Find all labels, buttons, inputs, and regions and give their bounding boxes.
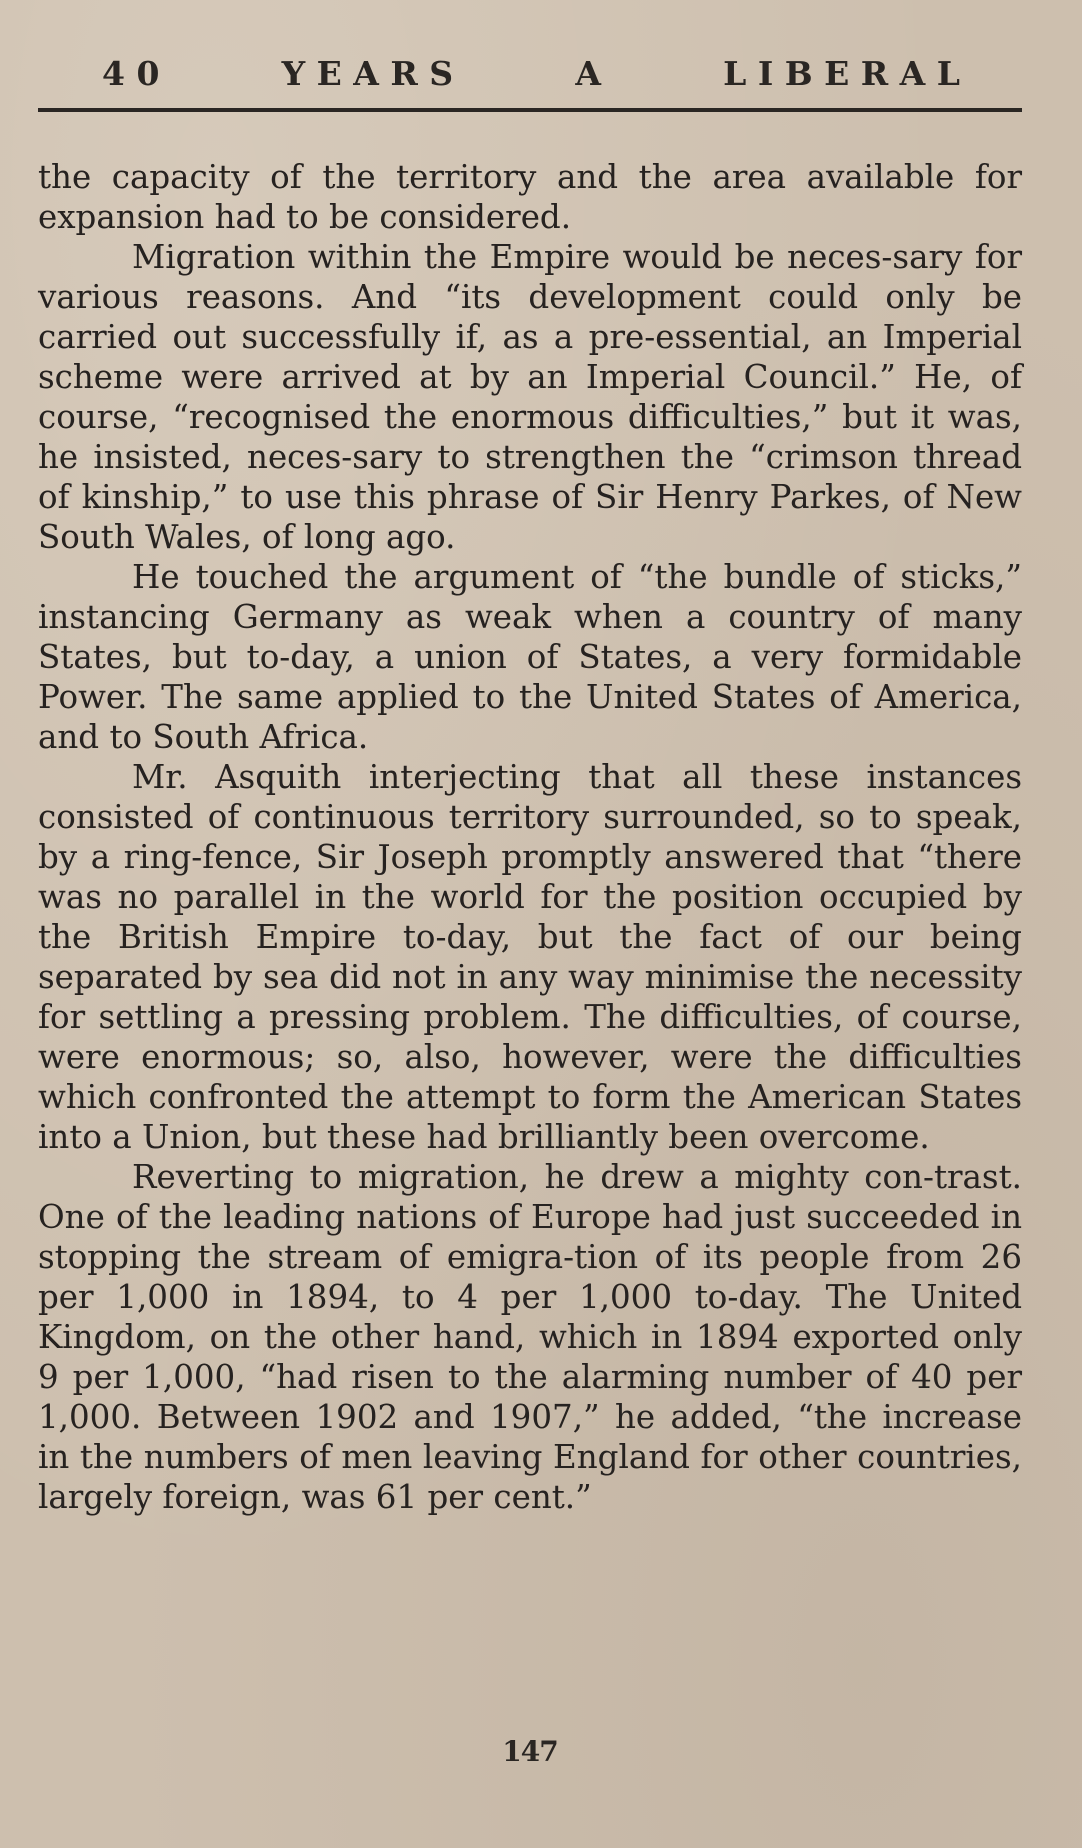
paragraph-continuation: the capacity of the territory and the area available for expansion had to be considered. — [38, 158, 1022, 236]
body-text — [38, 157, 1022, 1517]
paragraph-reverting: Reverting to migration, he drew a mighty con-trast. One of the leading nations of Europe had just succeeded in stopping the stream of emigra-tion of its people from 26 per 1,000 in 1894, to 4 per 1,000 to-day. The United Kingdom, on the other hand, which in 1894 exported only 9 per 1,000, “had risen to the alarming number of 40 per 1,000. Between 1902 and 1907,” he added, “the increase in the numbers of men leaving England for other countries, largely foreign, was 61 per cent.” — [38, 1158, 1022, 1516]
running-head — [38, 54, 1022, 94]
running-head-word-a: A — [575, 54, 601, 93]
paragraph-bundle-of-sticks: He touched the argument of “the bundle of sticks,” instancing Germany as weak when a country of many States, but to-day, a union of States, a very formidable Power. The same applied to the United States of America, and to South Africa. — [38, 558, 1022, 756]
book-page — [38, 0, 1022, 1848]
page-number: 147 — [502, 1735, 558, 1768]
running-head-word-liberal: L I B E R A L — [723, 54, 960, 93]
paragraph-migration: Migration within the Empire would be neces-sary for various reasons. And “its development could only be carried out successfully if, as a pre-essential, an Imperial scheme were arrived at by an Imperial Council.” He, of course, “recognised the enormous difficulties,” but it was, he insisted, neces-sary to strengthen the “crimson thread of kinship,” to use this phrase of Sir Henry Parkes, of New South Wales, of long ago. — [38, 238, 1022, 556]
running-head-word-years: Y E A R S — [281, 54, 454, 93]
header-rule — [38, 108, 1022, 112]
paragraph-asquith: Mr. Asquith interjecting that all these instances consisted of continuous territory surrounded, so to speak, by a ring-fence, Sir Joseph promptly answered that “there was no parallel in the world for the position occupied by the British Empire to-day, but the fact of our being separated by sea did not in any way minimise the necessity for settling a pressing problem. The difficulties, of course, were enormous; so, also, however, were the difficulties which confronted the attempt to form the American States into a Union, but these had brilliantly been overcome. — [38, 758, 1022, 1156]
running-head-number: 4 0 — [102, 54, 160, 93]
